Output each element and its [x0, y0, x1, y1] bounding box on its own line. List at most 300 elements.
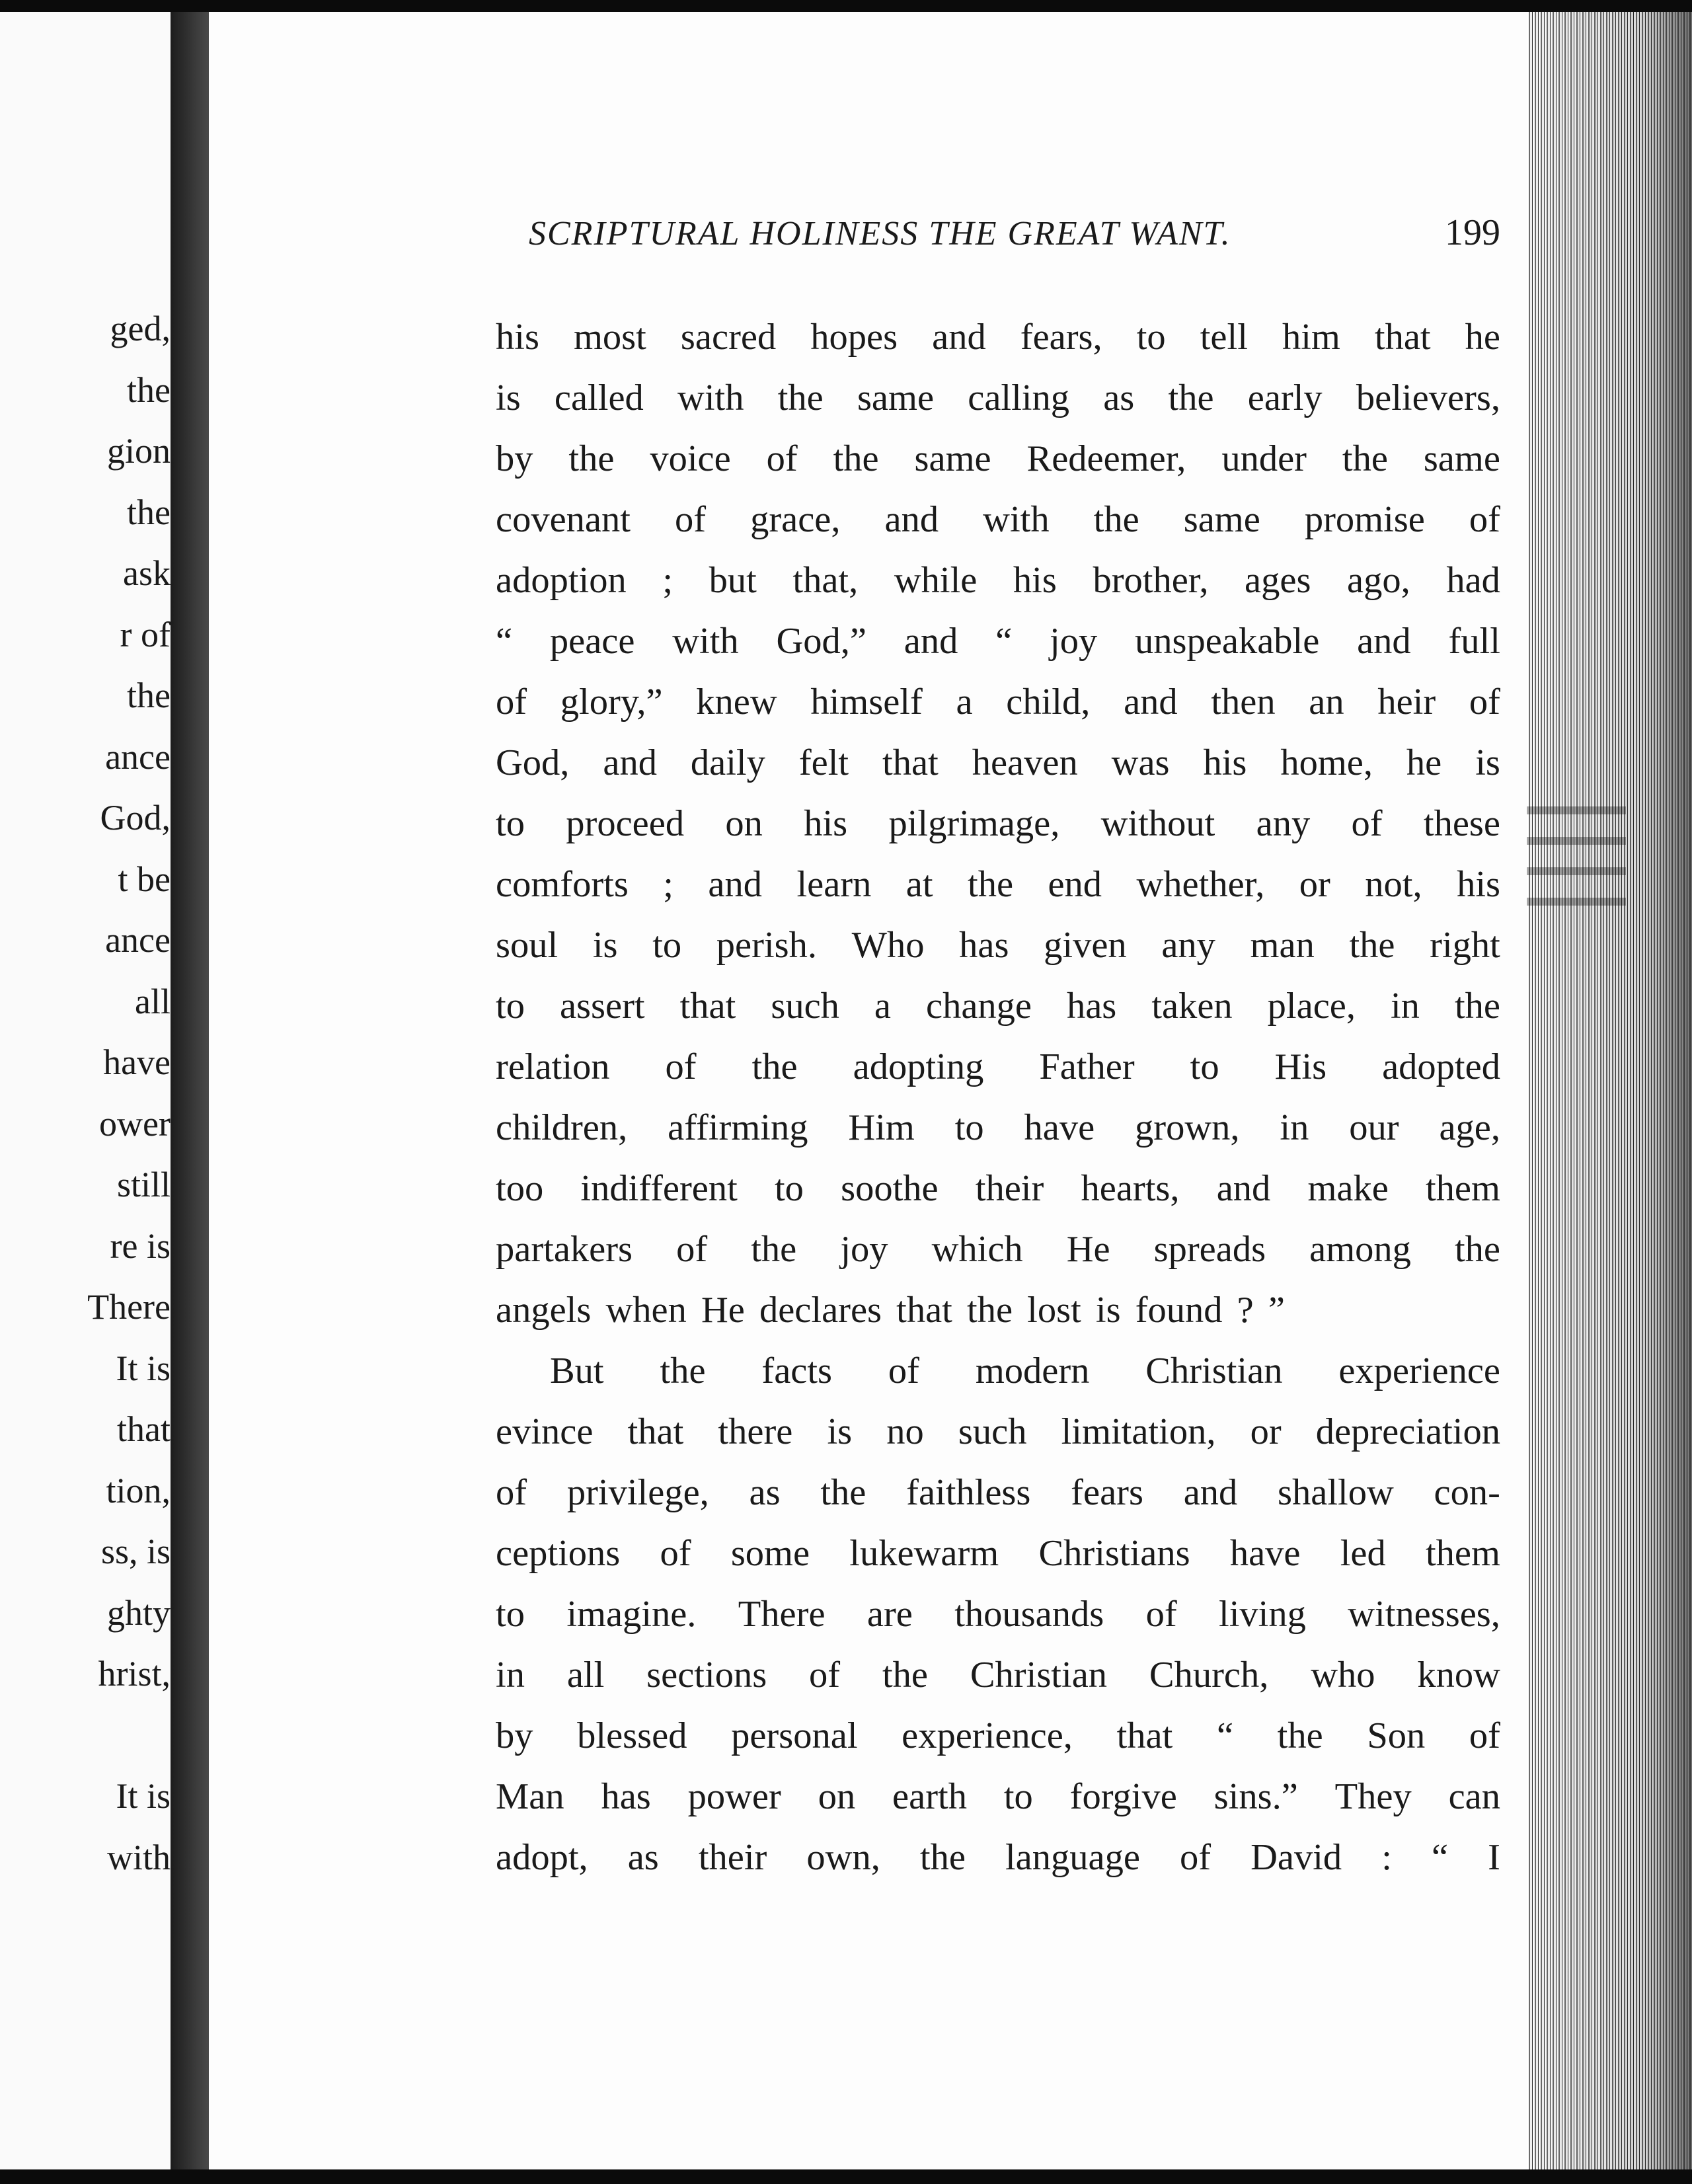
- word: are: [866, 1594, 913, 1635]
- word: the: [820, 1472, 866, 1513]
- word: experience,: [902, 1715, 1073, 1756]
- word: as: [627, 1837, 659, 1878]
- word: Man: [496, 1776, 564, 1817]
- word: Christian: [1145, 1350, 1283, 1391]
- word: to: [954, 1107, 984, 1148]
- word: has: [959, 925, 1009, 966]
- word: his: [1457, 864, 1500, 905]
- word: relation: [496, 1046, 610, 1087]
- word: in: [496, 1655, 525, 1696]
- facing-page-line: hrist,: [98, 1654, 171, 1694]
- word: that,: [792, 560, 859, 601]
- word: and: [1357, 621, 1411, 662]
- word: by: [496, 438, 533, 479]
- word: :: [1381, 1837, 1392, 1878]
- word: perish.: [716, 925, 817, 966]
- word: the: [882, 1655, 929, 1696]
- word: lukewarm: [849, 1533, 999, 1574]
- word: end: [1048, 864, 1102, 905]
- word: experience: [1338, 1350, 1500, 1391]
- text-line: [496, 611, 1500, 672]
- facing-page-line: There: [87, 1287, 171, 1327]
- word: of: [1351, 803, 1383, 844]
- word: hearts,: [1081, 1168, 1180, 1209]
- word: to: [496, 986, 525, 1027]
- word: under: [1221, 438, 1307, 479]
- word: at: [905, 864, 933, 905]
- word: then: [1211, 682, 1276, 722]
- word: the: [919, 1837, 966, 1878]
- word: that: [1116, 1715, 1173, 1756]
- facing-page-line: It is: [116, 1348, 171, 1388]
- page-number: 199: [1445, 212, 1500, 253]
- word: of: [665, 1046, 697, 1087]
- word: David: [1250, 1837, 1342, 1878]
- word: adopted: [1382, 1046, 1500, 1087]
- facing-page-line: God,: [100, 798, 171, 838]
- word: blessed: [577, 1715, 687, 1756]
- facing-page-line: with: [106, 1837, 171, 1877]
- word: He: [1066, 1229, 1110, 1270]
- word: same: [1423, 438, 1500, 479]
- word: fears: [1071, 1472, 1143, 1513]
- text-line: [496, 672, 1500, 732]
- word: modern: [975, 1350, 1090, 1391]
- word: called: [554, 377, 644, 418]
- word: the: [1277, 1715, 1323, 1756]
- word: proceed: [566, 803, 685, 844]
- word: there: [718, 1411, 793, 1452]
- word: unspeakable: [1135, 621, 1320, 662]
- word: witnesses,: [1348, 1594, 1500, 1635]
- word: of: [809, 1655, 841, 1696]
- word: Christians: [1038, 1533, 1190, 1574]
- scan-top-border: [0, 0, 1692, 12]
- text-line: [496, 854, 1500, 915]
- word: grown,: [1135, 1107, 1240, 1148]
- word: the: [1168, 377, 1214, 418]
- word: such: [958, 1411, 1027, 1452]
- word: adoption: [496, 560, 627, 601]
- word: their: [975, 1168, 1044, 1209]
- scan-bottom-border: [0, 2169, 1692, 2184]
- word: children,: [496, 1107, 628, 1148]
- word: while: [894, 560, 978, 601]
- word: imagine.: [566, 1594, 697, 1635]
- facing-page-line: ged,: [110, 309, 171, 348]
- word: most: [573, 317, 646, 358]
- word: them: [1425, 1533, 1500, 1574]
- facing-page-line: ask: [123, 553, 171, 593]
- word: their: [698, 1837, 767, 1878]
- word: voice: [650, 438, 731, 479]
- word: the: [751, 1046, 798, 1087]
- word: adopt,: [496, 1837, 588, 1878]
- word: or: [1250, 1411, 1282, 1452]
- word: glory,”: [560, 682, 663, 722]
- word: believers,: [1356, 377, 1500, 418]
- word: right: [1430, 925, 1500, 966]
- text-line: [496, 1097, 1500, 1158]
- word: his: [496, 317, 539, 358]
- facing-page-line: the: [127, 676, 171, 715]
- word: They: [1334, 1776, 1412, 1817]
- word: power: [687, 1776, 781, 1817]
- text-line: [496, 368, 1500, 428]
- word: given: [1044, 925, 1127, 966]
- running-head: [529, 212, 1500, 262]
- word: the: [660, 1350, 706, 1391]
- word: the: [1093, 499, 1139, 540]
- word: early: [1247, 377, 1323, 418]
- word: a: [874, 986, 891, 1027]
- word: can: [1448, 1776, 1500, 1817]
- word: as: [1103, 377, 1135, 418]
- word: place,: [1267, 986, 1356, 1027]
- word: knew: [696, 682, 777, 722]
- word: heaven: [972, 742, 1078, 783]
- word: Son: [1367, 1715, 1426, 1756]
- word: which: [931, 1229, 1023, 1270]
- word: adopting: [853, 1046, 984, 1087]
- word: him: [1282, 317, 1340, 358]
- word: sins.”: [1213, 1776, 1298, 1817]
- word: the: [968, 864, 1014, 905]
- word: joy: [840, 1229, 888, 1270]
- word: of: [1145, 1594, 1177, 1635]
- word: evince: [496, 1411, 594, 1452]
- word: pilgrimage,: [888, 803, 1060, 844]
- text-line: [496, 1705, 1500, 1766]
- word: any: [1161, 925, 1215, 966]
- word: or: [1299, 864, 1330, 905]
- body-text: [496, 307, 1500, 1888]
- word: same: [914, 438, 991, 479]
- word: is: [827, 1411, 853, 1452]
- word: living: [1219, 1594, 1306, 1635]
- word: with: [672, 621, 739, 662]
- facing-page-line: It is: [116, 1776, 171, 1816]
- word: to: [496, 1594, 525, 1635]
- word: his: [804, 803, 848, 844]
- word: “: [1216, 1715, 1234, 1756]
- word: as: [749, 1472, 781, 1513]
- facing-page-line: all: [135, 981, 171, 1021]
- text-line: [496, 1219, 1500, 1280]
- word: and: [1183, 1472, 1238, 1513]
- word: with: [983, 499, 1050, 540]
- book-gutter: [171, 12, 209, 2169]
- text-line: [496, 732, 1500, 793]
- word: the: [777, 377, 824, 418]
- word: and: [904, 621, 958, 662]
- word: grace,: [750, 499, 841, 540]
- word: that: [1374, 317, 1431, 358]
- word: peace: [549, 621, 635, 662]
- word: own,: [806, 1837, 880, 1878]
- word: Who: [851, 925, 925, 966]
- word: of: [888, 1350, 919, 1391]
- word: to: [496, 803, 525, 844]
- word: in: [1390, 986, 1420, 1027]
- text-line: [496, 1827, 1500, 1888]
- word: language: [1005, 1837, 1140, 1878]
- word: of: [1469, 682, 1500, 722]
- word: and: [708, 864, 762, 905]
- word: no: [886, 1411, 924, 1452]
- facing-page-line: have: [103, 1042, 171, 1082]
- text-line: [496, 428, 1500, 489]
- word: have: [1024, 1107, 1095, 1148]
- word: that: [882, 742, 939, 783]
- word: he: [1465, 317, 1500, 358]
- text-line: [496, 550, 1500, 611]
- word: by: [496, 1715, 533, 1756]
- word: but: [709, 560, 757, 601]
- word: sacred: [680, 317, 777, 358]
- word: comforts: [496, 864, 629, 905]
- word: Church,: [1149, 1655, 1269, 1696]
- word: had: [1446, 560, 1500, 601]
- word: child,: [1006, 682, 1091, 722]
- word: God,: [496, 742, 570, 783]
- word: and: [1216, 1168, 1271, 1209]
- word: tell: [1200, 317, 1248, 358]
- word: the: [1342, 438, 1388, 479]
- word: know: [1417, 1655, 1500, 1696]
- text-line: [496, 1584, 1500, 1645]
- word: to: [774, 1168, 804, 1209]
- word: is: [496, 377, 521, 418]
- facing-page-line: still: [116, 1165, 171, 1204]
- word: the: [1454, 986, 1500, 1027]
- word: is: [592, 925, 618, 966]
- word: hopes: [810, 317, 898, 358]
- facing-page-line: the: [127, 492, 171, 532]
- word: covenant: [496, 499, 631, 540]
- word: have: [1229, 1533, 1301, 1574]
- word: joy: [1050, 621, 1098, 662]
- word: not,: [1365, 864, 1422, 905]
- facing-page-line: tion,: [106, 1470, 171, 1510]
- word: assert: [559, 986, 645, 1027]
- word: ;: [662, 560, 673, 601]
- word: his: [1203, 742, 1247, 783]
- word: “: [1431, 1837, 1449, 1878]
- word: and: [884, 499, 939, 540]
- facing-page-line: ss, is: [100, 1532, 171, 1571]
- word: Christian: [970, 1655, 1108, 1696]
- word: his: [1013, 560, 1057, 601]
- word: to: [1003, 1776, 1033, 1817]
- word: calling: [968, 377, 1069, 418]
- word: indifferent: [580, 1168, 738, 1209]
- word: partakers: [496, 1229, 633, 1270]
- text-line: [496, 1523, 1500, 1584]
- text-line: [496, 1766, 1500, 1827]
- word: the: [568, 438, 615, 479]
- word: sections: [646, 1655, 767, 1696]
- word: in: [1280, 1107, 1309, 1148]
- facing-page-line: ance: [105, 920, 171, 960]
- word: taken: [1151, 986, 1233, 1027]
- word: was: [1111, 742, 1170, 783]
- word: felt: [798, 742, 849, 783]
- text-line: [496, 976, 1500, 1036]
- facing-page-line: r of: [120, 614, 171, 654]
- word: among: [1309, 1229, 1411, 1270]
- word: to: [652, 925, 682, 966]
- facing-page-line: ower: [99, 1103, 171, 1144]
- text-line: [496, 1341, 1500, 1401]
- word: same: [857, 377, 935, 418]
- word: There: [738, 1594, 826, 1635]
- word: has: [1066, 986, 1117, 1027]
- word: facts: [761, 1350, 833, 1391]
- word: depreciation: [1315, 1411, 1500, 1452]
- running-title: SCRIPTURAL HOLINESS THE GREAT WANT.: [529, 215, 1231, 253]
- text-line: [496, 1645, 1500, 1705]
- book-page: [209, 12, 1527, 2169]
- word: and: [932, 317, 986, 358]
- facing-page-line: re is: [110, 1226, 171, 1266]
- word: the: [833, 438, 879, 479]
- word: personal: [731, 1715, 858, 1756]
- word: of: [496, 682, 527, 722]
- word: heir: [1377, 682, 1436, 722]
- word: make: [1307, 1168, 1389, 1209]
- word: forgive: [1069, 1776, 1177, 1817]
- word: “: [995, 621, 1013, 662]
- word: the: [1454, 1229, 1500, 1270]
- word: spreads: [1153, 1229, 1266, 1270]
- word: he: [1406, 742, 1442, 783]
- word: our: [1349, 1107, 1399, 1148]
- word: and: [603, 742, 657, 783]
- facing-page-line: ance: [105, 736, 171, 777]
- word: learn: [796, 864, 872, 905]
- facing-page-line: gion: [106, 431, 171, 471]
- word: same: [1183, 499, 1260, 540]
- word: with: [677, 377, 744, 418]
- word: affirming: [668, 1107, 808, 1148]
- word: But: [550, 1350, 604, 1391]
- facing-page-line: t be: [118, 859, 171, 899]
- text-line: [496, 1401, 1500, 1462]
- text-line: [496, 915, 1500, 976]
- facing-page-left: [0, 12, 171, 2169]
- facing-page-line: ghty: [106, 1592, 171, 1633]
- text-line: [496, 1280, 1500, 1341]
- page-stack-marks: [1527, 806, 1626, 919]
- word: soothe: [841, 1168, 939, 1209]
- text-line: [496, 793, 1500, 854]
- text-line: [496, 1158, 1500, 1219]
- word: who: [1311, 1655, 1375, 1696]
- word: ago,: [1347, 560, 1410, 601]
- word: promise: [1304, 499, 1425, 540]
- word: Father: [1039, 1046, 1135, 1087]
- word: God,”: [776, 621, 866, 662]
- word: and: [1124, 682, 1178, 722]
- word: of: [660, 1533, 691, 1574]
- word: shallow: [1278, 1472, 1394, 1513]
- word: the: [1349, 925, 1395, 966]
- word: man: [1250, 925, 1315, 966]
- word: home,: [1280, 742, 1373, 783]
- word: fears,: [1020, 317, 1102, 358]
- word: earth: [892, 1776, 967, 1817]
- word: some: [730, 1533, 810, 1574]
- text-line: [496, 1036, 1500, 1097]
- word: privilege,: [566, 1472, 709, 1513]
- word: of: [674, 499, 707, 540]
- word: of: [676, 1229, 708, 1270]
- word: that: [679, 986, 736, 1027]
- word: of: [1469, 1715, 1500, 1756]
- word: any: [1256, 803, 1311, 844]
- word: faithless: [906, 1472, 1031, 1513]
- word: himself: [810, 682, 923, 722]
- word: led: [1340, 1533, 1386, 1574]
- word: on: [725, 803, 763, 844]
- word: whether,: [1136, 864, 1265, 905]
- text-line: [496, 1462, 1500, 1523]
- word: without: [1100, 803, 1215, 844]
- word: con-: [1434, 1472, 1500, 1513]
- word: an: [1309, 682, 1344, 722]
- word: soul: [496, 925, 558, 966]
- word: too: [496, 1168, 544, 1209]
- word: ;: [663, 864, 673, 905]
- word: of: [1179, 1837, 1211, 1878]
- word: of: [1469, 499, 1500, 540]
- word: to: [1190, 1046, 1219, 1087]
- word: “: [496, 621, 513, 662]
- word: I: [1488, 1837, 1500, 1878]
- text-line-content: angels when He declares that the lost is found ? ”: [496, 1290, 1285, 1331]
- word: the: [751, 1229, 797, 1270]
- facing-page-line: the: [127, 370, 171, 410]
- word: such: [771, 986, 839, 1027]
- word: all: [566, 1655, 605, 1696]
- word: a: [956, 682, 973, 722]
- word: them: [1425, 1168, 1500, 1209]
- word: daily: [690, 742, 765, 783]
- word: age,: [1439, 1107, 1500, 1148]
- page-stack-shadow: [1527, 12, 1692, 2169]
- text-line: [496, 489, 1500, 550]
- word: that: [627, 1411, 684, 1452]
- word: limitation,: [1061, 1411, 1216, 1452]
- text-line: [496, 307, 1500, 368]
- word: Him: [848, 1107, 915, 1148]
- word: brother,: [1093, 560, 1209, 601]
- word: is: [1475, 742, 1500, 783]
- word: full: [1448, 621, 1500, 662]
- word: of: [766, 438, 798, 479]
- word: thousands: [954, 1594, 1104, 1635]
- word: of: [496, 1472, 527, 1513]
- word: Redeemer,: [1026, 438, 1186, 479]
- word: on: [818, 1776, 856, 1817]
- word: ceptions: [496, 1533, 621, 1574]
- word: ages: [1245, 560, 1311, 601]
- word: His: [1274, 1046, 1327, 1087]
- word: change: [926, 986, 1032, 1027]
- word: these: [1423, 803, 1500, 844]
- facing-page-line: that: [117, 1409, 171, 1449]
